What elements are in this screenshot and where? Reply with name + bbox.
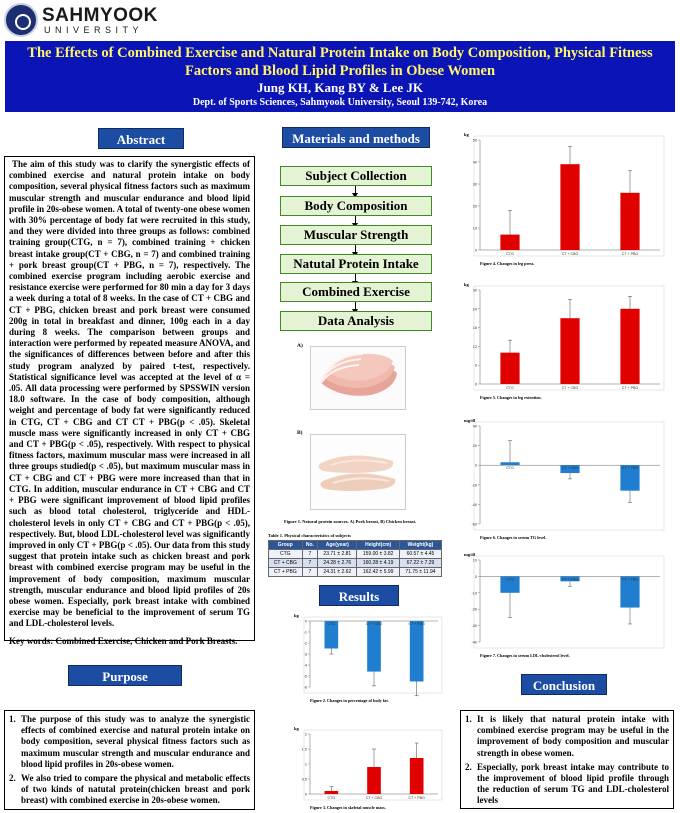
- photo-b-label: B): [297, 430, 303, 436]
- table-row: CT + PBG 7 24.31 ± 2.62 162.42 ± 5.99 71.75 ± 11.94: [269, 568, 442, 577]
- y-tick-label: -1: [303, 630, 307, 635]
- flow-arrow-icon: [355, 302, 356, 311]
- figure-1-caption: Figure 1. Natural protein sources. A) Pork breast, B) Chicken breast.: [284, 519, 417, 524]
- x-tick-label: CTG: [506, 252, 514, 256]
- table-header-row: Group No. Age(year) Height(cm) Weight(kg): [269, 541, 442, 550]
- bar: [560, 164, 579, 250]
- bar: [410, 621, 424, 682]
- bar: [620, 309, 639, 384]
- bar: [620, 193, 639, 250]
- bar: [500, 353, 519, 384]
- chart-fig4: [458, 128, 670, 268]
- chart-svg: [458, 414, 670, 542]
- y-tick-label: 1: [304, 762, 307, 767]
- flow-step-data-analysis: Data Analysis: [280, 311, 432, 331]
- y-tick-label: 24: [472, 307, 477, 312]
- university-logo: [4, 3, 184, 37]
- flow-arrow-icon: [355, 186, 356, 195]
- bar: [410, 758, 424, 794]
- y-tick-label: -4: [303, 663, 307, 668]
- chart-caption: Figure 2. Changes in percentage of body fat.: [310, 698, 389, 703]
- y-tick-label: 0: [474, 463, 477, 468]
- methods-heading: Materials and methods: [282, 127, 430, 148]
- y-tick-label: 20: [472, 444, 477, 449]
- y-tick-label: 0: [474, 248, 477, 253]
- y-tick-label: -3: [303, 652, 307, 657]
- abstract-keywords: Key words: Combined Exercise, Chicken and Pork Breasts.: [9, 635, 238, 646]
- chart-caption: Figure 7. Changes in serum LDL-cholesterol level.: [480, 653, 570, 658]
- y-tick-label: 0: [304, 619, 307, 624]
- flow-arrow-icon: [355, 216, 356, 225]
- y-tick-label: 0: [474, 382, 477, 387]
- flow-step-subject-collection: Subject Collection: [280, 166, 432, 186]
- poster-affiliation: Dept. of Sports Sciences, Sahmyook University, Seoul 139-742, Korea: [192, 97, 488, 108]
- logo-name: SAHMYOOK: [42, 5, 158, 26]
- y-tick-label: -5: [303, 674, 307, 679]
- x-tick-label: CT + CBG: [561, 577, 579, 582]
- abstract-body: The aim of this study was to clarify the synergistic effects of combined exercise and natural protein intake on body composition, several physical fitness factors such as maximum muscular strength and muscular endurance and blood lipid profile in 20s-obese women. A total of twenty-one obese women with 30% percentage of body fat were recruited in this study, and they were divided into three groups as follows: combined training group(CTG, n = 7), combined training + chicken breast intake group(CT + CBG, n = 7) and combined training + pork breast group(CT + PBG, n = 7), respectively. The combined exercise program including aerobic exercise and resistance exercise were performed for 80 min a day for 3 days a week during a total of 8 weeks. In the case of CT + CBG and CT + PBG, chicken breast and pork breast were consumed 200g in total in breakfast and dinner, 100g each in a day during 8 weeks. The comparison between groups and interaction were performed by repeated measure ANOVA, and the significances of differences between before and after this study program analyzed by paired t-test, respectively. Statistical significance level was accepted at the level of α = .05. All data processing were performed by SPSSWIN version 18.0 software. In the case of body composition, although weight and percentage of body fat were significantly reduced in CTG, CT + CBG and CT CT + PBG(p < .05). Skeletal muscle mass were significantly increased in only CT + CBG and CT + PBG(p < .05), respectively. With respect to physical fitness factors, maximum muscular mass were increased in all three groups studied(p < .05), but maximum muscular mass in CT + CBG and CT + PBG were more increased than that in CTG. In addition, muscular endurance in CT + CBG and CT + PBG were significant improvement of blood lipid profiles such as blood total cholesterol, triglyceride and HDL-cholesterol levels in only CT + CBG and CT + PBG(p < .05), respectively. But, blood LDL-cholesterol level was significantly improved in only CT + PBG(p < .05). Our data from this study suggest that protein intake such as chicken breast and pork breast with combined exercise program may be useful in the improvement of body composition, maximum muscular strength, muscular endurance and blood lipid profiles of 20s obese women. Especially, pork breast intake with combined exercise may be beneficial to the improvement of serum TG and LDL-cholesterol levels.: [9, 159, 250, 629]
- chart-caption: Figure 4. Changes in leg press.: [480, 261, 535, 266]
- pork-breast-photo: [310, 346, 406, 410]
- photo-a-label: A): [297, 343, 303, 349]
- subjects-table: [268, 540, 442, 577]
- title-banner: [5, 41, 675, 112]
- y-tick-label: 0.5: [301, 777, 307, 782]
- y-tick-label: 40: [472, 160, 477, 165]
- x-tick-label: CT + CBG: [561, 466, 579, 471]
- chart-caption: Figure 5. Changes in leg extention.: [480, 395, 542, 400]
- y-tick-label: -6: [303, 685, 307, 690]
- chart-svg: [288, 722, 448, 812]
- chart-ylabel: mg/dl: [464, 552, 476, 557]
- bar: [367, 767, 381, 794]
- y-tick-label: 0: [474, 574, 477, 579]
- x-tick-label: CT + CBG: [561, 252, 579, 256]
- poster-authors: Jung KH, Kang BY & Lee JK: [256, 80, 423, 95]
- x-tick-label: CT + PBG: [621, 466, 639, 471]
- x-tick-label: CTG: [506, 577, 514, 582]
- x-tick-label: CT + PBG: [621, 577, 639, 582]
- y-tick-label: -20: [471, 483, 477, 488]
- x-tick-label: CTG: [327, 622, 336, 626]
- conclusion-heading: Conclusion: [521, 674, 607, 695]
- purpose-item: 2. We also tried to compare the physical and metabolic effects of two kinds of natutal protein(chicken breast and pork breast) with combined exercise in 20s-obese women.: [9, 773, 250, 806]
- chart-ylabel: mg/dl: [464, 418, 476, 423]
- x-tick-label: CT + PBG: [408, 622, 425, 626]
- bar: [560, 318, 579, 384]
- y-tick-label: 30: [472, 182, 477, 187]
- y-tick-label: -40: [471, 640, 477, 645]
- chart-fig2: [288, 609, 448, 705]
- chart-svg: [458, 278, 670, 402]
- y-tick-label: -60: [471, 522, 477, 527]
- y-tick-label: -30: [471, 624, 477, 629]
- y-tick-label: 12: [472, 344, 477, 349]
- x-tick-label: CT + CBG: [365, 622, 383, 626]
- chart-svg: [288, 609, 448, 705]
- chart-svg: [458, 548, 670, 660]
- chart-fig7: [458, 548, 670, 660]
- chart-caption: Figure 3. Changes in skeletal muscle mass.: [310, 805, 386, 810]
- bar: [325, 791, 339, 794]
- x-tick-label: CTG: [506, 466, 514, 471]
- table-row: CTG 7 23.71 ± 2.81 159.00 ± 3.82 60.57 ± 4.45: [269, 550, 442, 559]
- y-tick-label: -20: [471, 607, 477, 612]
- chart-fig6: [458, 414, 670, 542]
- chart-fig3: [288, 722, 448, 812]
- x-tick-label: CTG: [327, 796, 336, 800]
- y-tick-label: 30: [472, 288, 477, 293]
- y-tick-label: 6: [474, 363, 477, 368]
- y-tick-label: 10: [472, 226, 477, 231]
- abstract-heading: Abstract: [98, 128, 184, 149]
- results-heading: Results: [319, 585, 399, 606]
- table-row: CT + CBG 7 24.28 ± 2.76 160.28 ± 4.19 67.22 ± 7.29: [269, 559, 442, 568]
- logo-subtitle: UNIVERSITY: [44, 25, 144, 35]
- chart-ylabel: kg: [294, 726, 299, 731]
- x-tick-label: CT + CBG: [561, 386, 579, 390]
- abstract-box: [4, 156, 255, 646]
- chart-ylabel: kg: [464, 132, 469, 137]
- conclusion-item: 1. It is likely that natural protein intake with combined exercise program may be useful in the improvement of body composition and muscular strength in obese women.: [465, 714, 669, 758]
- x-tick-label: CT + PBG: [621, 252, 639, 256]
- x-tick-label: CTG: [506, 386, 514, 390]
- bar: [367, 621, 381, 672]
- chart-svg: [458, 128, 670, 268]
- y-tick-label: 10: [472, 558, 477, 563]
- chicken-breast-photo: [310, 434, 406, 510]
- y-tick-label: 50: [472, 138, 477, 143]
- chart-fig5: [458, 278, 670, 402]
- y-tick-label: 18: [472, 326, 477, 331]
- flow-step-combined-exercise: Combined Exercise: [280, 282, 432, 302]
- flow-arrow-icon: [355, 245, 356, 254]
- y-tick-label: 0: [304, 792, 307, 797]
- table-1-caption: Table 1. Physical characteristics of subjects: [268, 533, 351, 538]
- y-tick-label: 1.5: [301, 747, 307, 752]
- purpose-item: 1. The purpose of this study was to analyze the synergistic effects of combined exercise and natural protein intake on body composition, several physical fitness factors such as maximum muscular strength and muscular endurance and blood lipid profiles in 20s-obese women.: [9, 714, 250, 769]
- y-tick-label: -40: [471, 502, 477, 507]
- conclusion-box: [460, 710, 674, 809]
- flow-step-protein-intake: Natutal Protein Intake: [280, 254, 432, 274]
- chart-caption: Figure 6. Changes in serum TG level.: [480, 535, 547, 540]
- y-tick-label: -10: [471, 591, 477, 596]
- y-tick-label: 20: [472, 204, 477, 209]
- y-tick-label: 40: [472, 424, 477, 429]
- purpose-heading: Purpose: [68, 665, 182, 686]
- y-tick-label: -2: [303, 641, 307, 646]
- x-tick-label: CT + CBG: [365, 796, 383, 800]
- y-tick-label: 2: [304, 732, 307, 737]
- flow-step-muscular-strength: Muscular Strength: [280, 225, 432, 245]
- chart-ylabel: kg: [464, 282, 469, 287]
- bar: [500, 462, 519, 465]
- flow-step-body-composition: Body Composition: [280, 196, 432, 216]
- university-seal-icon: [4, 3, 38, 37]
- purpose-box: [4, 710, 255, 810]
- x-tick-label: CT + PBG: [621, 386, 639, 390]
- conclusion-item: 2. Especially, pork breast intake may contribute to the improvement of blood lipid profile through the reduction of serum TG and LDL-cholesterol levels: [465, 761, 669, 806]
- chart-ylabel: kg: [294, 613, 299, 618]
- x-tick-label: CT + PBG: [408, 796, 425, 800]
- bar: [500, 235, 519, 250]
- poster-title: The Effects of Combined Exercise and Natural Protein Intake on Body Composition, Physical Fitness Factors and Blood Lipid Profiles in Obese Women: [27, 45, 653, 79]
